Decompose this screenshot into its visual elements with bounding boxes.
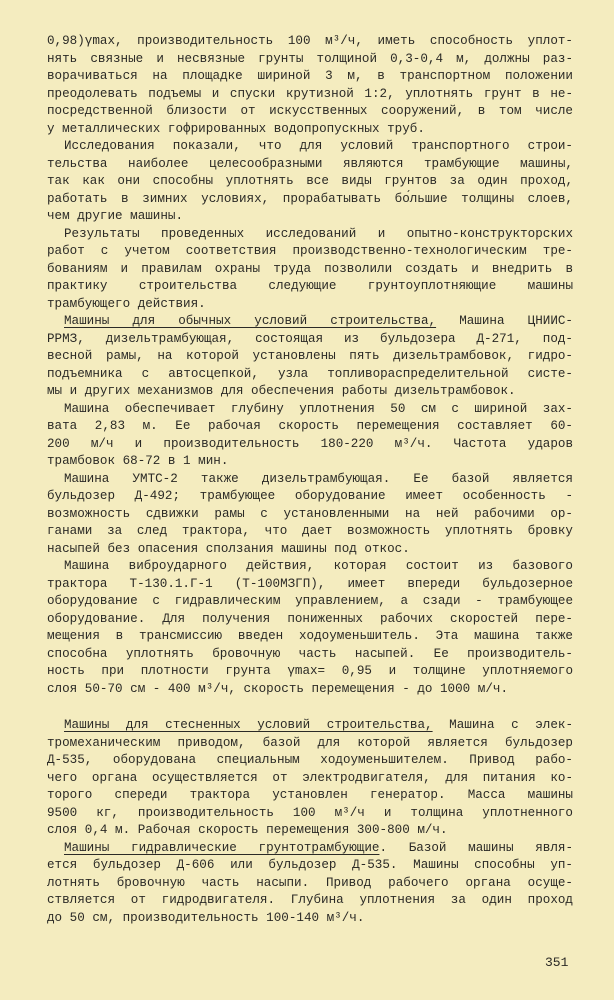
text-line: слоя 0,4 м. Рабочая скорость перемещения 300-800 м/ч. xyxy=(47,823,448,837)
section-heading: Машины для стесненных условий строительства, xyxy=(64,718,433,732)
text-line: трактора Т-130.1.Г-1 (Т-100МЗГП), имеет впереди бульдозерное xyxy=(47,576,573,591)
text-line: мещения в трансмиссию введен ходоуменьшитель. Эта машина также xyxy=(47,629,573,643)
section-heading: Машины гидравлические грунтотрамбующие xyxy=(64,840,380,855)
text-line: слоя 50-70 см - 400 м³/ч, скорость перемещения - до 1000 м/ч. xyxy=(47,681,509,696)
paragraph xyxy=(47,717,573,840)
text-line: Исследования показали, что для условий транспортного строи- xyxy=(64,139,573,153)
line-text: Машина ЦНИИС- xyxy=(436,314,573,328)
text-line: оборудование с гидравлическим управлением, а сзади - трамбующее xyxy=(47,594,573,608)
text-line: подъемника с автосцепкой, узла топливораспределительной систе- xyxy=(47,366,573,381)
text-line: вата 2,83 м. Ее рабочая скорость перемещения составляет 60- xyxy=(47,419,573,433)
text-line: Д-535, оборудована специальным ходоуменьшителем. Привод рабо- xyxy=(47,753,573,767)
text-line: практику строительства следующие грунтоуплотняющие машины xyxy=(47,279,573,293)
text-line: насыпей без опасения сползания машины под откос. xyxy=(47,541,410,556)
text-line: посредственной близости от искусственных сооружений, в том числе xyxy=(47,104,573,118)
text-line: Машина УМТС-2 также дизельтрамбующая. Ее базой является xyxy=(64,471,573,486)
text-line: весной рамы, на которой установлены пять дизельтрамбовок, гидро- xyxy=(47,349,573,363)
paragraph xyxy=(47,138,573,226)
text-line xyxy=(47,313,573,331)
text-line: преодолевать подъемы и спуски крутизной 1:2, уплотнять грунт в не- xyxy=(47,86,573,101)
text-line: лотнять бровочную часть насыпи. Привод рабочего органа осуще- xyxy=(47,875,573,890)
text-line: ганами за след трактора, что дает возможность уплотнять бровку xyxy=(47,524,573,538)
text-line: возможность сдвижки рамы с установленными на ней рабочими ор- xyxy=(47,506,573,521)
text-line: ствляется от гидродвигателя. Глубина уплотнения за один проход xyxy=(47,893,573,907)
text-line: ность при плотности грунта γmax= 0,95 и толщине уплотняемого xyxy=(47,664,573,678)
text-line: ется бульдозер Д-606 или бульдозер Д-535. Машины способны уп- xyxy=(47,858,573,872)
text-line: тромеханическим приводом, базой для которой является бульдозер xyxy=(47,735,573,750)
text-line: 0,98)γmax, производительность 100 м³/ч, иметь способность уплот- xyxy=(47,34,573,48)
text-line: оборудование. Для получения пониженных рабочих скоростей пере- xyxy=(47,611,573,626)
text-line: бульдозер Д-492; трамбующее оборудование имеет особенность - xyxy=(47,489,573,503)
paragraph xyxy=(47,33,573,138)
text-line: нять связные и несвязные грунты толщиной 0,3-0,4 м, должны раз- xyxy=(47,51,573,66)
page-number: 351 xyxy=(545,955,569,970)
text-line: трамбовок 68-72 в 1 мин. xyxy=(47,454,229,468)
text-line: чего органа осуществляется от электродвигателя, для питания ко- xyxy=(47,770,573,785)
text-line: Машина обеспечивает глубину уплотнения 50 см с шириной зах- xyxy=(64,401,573,416)
text-line: РРМЗ, дизельтрамбующая, состоящая из бульдозера Д-271, под- xyxy=(47,331,573,346)
text-line: до 50 см, производительность 100-140 м³/ч. xyxy=(47,910,365,925)
paragraph xyxy=(47,401,573,471)
text-line: способна уплотнять бровочную часть насыпей. Ее производитель- xyxy=(47,646,573,661)
text-line: мы и других механизмов для обеспечения работы дизельтрамбовок. xyxy=(47,384,516,398)
text-line: трамбующего действия. xyxy=(47,296,206,311)
page-text xyxy=(47,33,573,927)
paragraph xyxy=(47,313,573,401)
text-line: у металлических гофрированных водопропускных труб. xyxy=(47,121,425,136)
text-line xyxy=(47,840,573,858)
paragraph xyxy=(47,226,573,314)
text-line: 200 м/ч и производительность 180-220 м³/ч. Частота ударов xyxy=(47,436,573,451)
text-line: Результаты проведенных исследований и опытно-конструкторских xyxy=(64,226,573,241)
text-line: бованиям и правилам охраны труда позволили создать и внедрить в xyxy=(47,261,573,276)
text-line: 9500 кг, производительность 100 м³/ч и толщина уплотненного xyxy=(47,805,573,820)
paragraph xyxy=(47,840,573,928)
text-line: так как они способны уплотнять все виды грунтов за один проход, xyxy=(47,174,573,188)
text-line: работать в зимних условиях, прорабатывать бо́льшие толщины слоев, xyxy=(47,191,573,206)
paragraph xyxy=(47,471,573,559)
text-line: чем другие машины. xyxy=(47,209,184,223)
section-heading: Машины для обычных условий строительства, xyxy=(64,314,437,328)
paragraph xyxy=(47,558,573,698)
text-line: ворачиваться на площадке шириной 3 м, в транспортном положении xyxy=(47,69,573,83)
text-line xyxy=(47,717,573,735)
text-line: тельства наиболее целесообразными являются трамбующие машины, xyxy=(47,156,573,171)
line-text: . Базой машины явля- xyxy=(379,840,573,855)
line-text: Машина с элек- xyxy=(432,718,573,732)
text-line: Машина виброударного действия, которая состоит из базового xyxy=(64,559,573,573)
text-line: работ с учетом соответствия производственно-технологическим тре- xyxy=(47,244,573,258)
text-line: торого спереди трактора установлен генератор. Масса машины xyxy=(47,788,573,802)
